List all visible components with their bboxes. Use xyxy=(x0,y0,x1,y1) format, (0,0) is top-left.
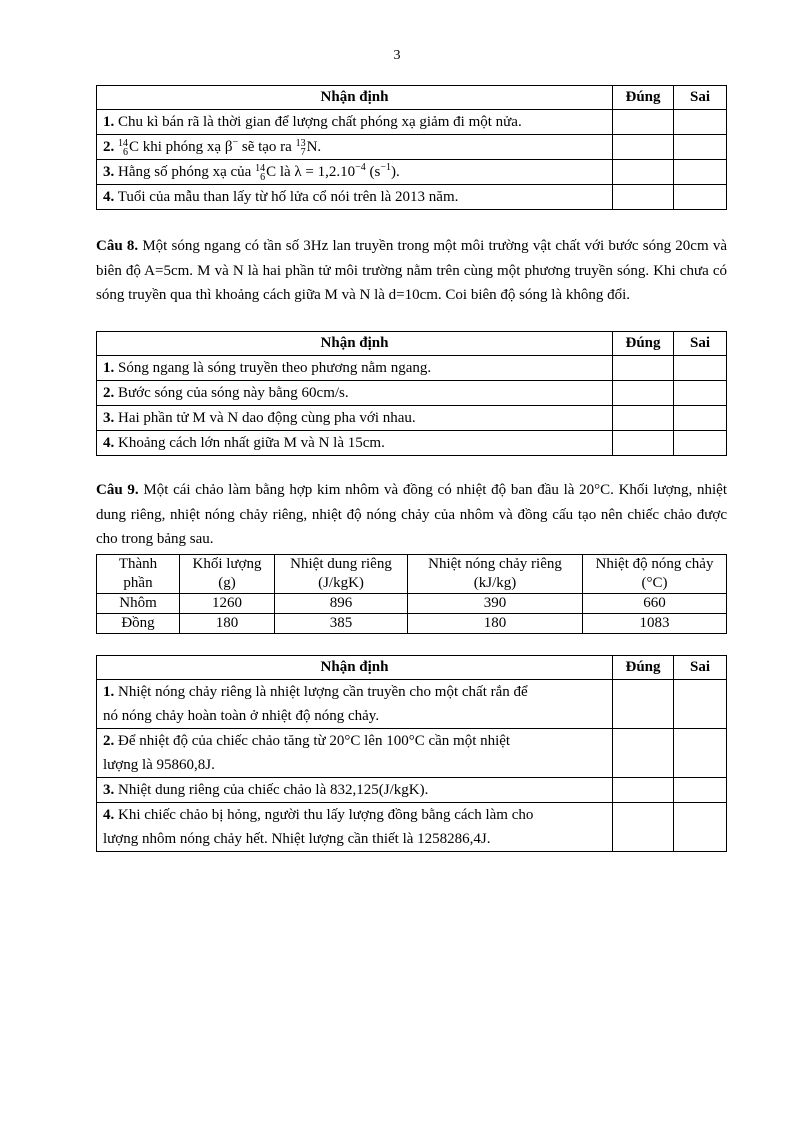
false-checkbox-cell[interactable] xyxy=(674,729,727,778)
statement-cell: 1. Nhiệt nóng chảy riêng là nhiệt lượng cần truyền cho một chất rắn để nó nóng chảy hoàn toàn ở nhiệt độ nóng chảy. xyxy=(97,680,613,729)
question-9 xyxy=(96,478,727,552)
header-statement: Nhận định xyxy=(97,86,613,110)
true-checkbox-cell[interactable] xyxy=(613,185,674,210)
header-false: Sai xyxy=(674,656,727,680)
true-checkbox-cell[interactable] xyxy=(613,110,674,135)
false-checkbox-cell[interactable] xyxy=(674,185,727,210)
table-row xyxy=(97,381,727,406)
header-true: Đúng xyxy=(613,332,674,356)
header-true: Đúng xyxy=(613,86,674,110)
true-checkbox-cell[interactable] xyxy=(613,406,674,431)
statement-cell xyxy=(97,185,613,210)
false-checkbox-cell[interactable] xyxy=(674,778,727,803)
true-checkbox-cell[interactable] xyxy=(613,356,674,381)
statement-cell: 1. Sóng ngang là sóng truyền theo phương nằm ngang. xyxy=(97,356,613,381)
false-checkbox-cell[interactable] xyxy=(674,110,727,135)
statement-number: 4. xyxy=(103,189,115,205)
isotope-c14: 14 6 xyxy=(255,162,266,183)
true-checkbox-cell[interactable] xyxy=(613,803,674,852)
judgement-table-2 xyxy=(96,331,727,456)
statement-cell: 2. Để nhiệt độ của chiếc chảo tăng từ 20°C lên 100°C cần một nhiệt lượng là 95860,8J. xyxy=(97,729,613,778)
statement-cell: 2. 14 6 C khi phóng xạ β− sẽ tạo ra 13 7 N. xyxy=(97,135,613,160)
statement-number: 2. xyxy=(103,139,115,155)
table-row xyxy=(97,778,727,803)
false-checkbox-cell[interactable] xyxy=(674,431,727,456)
table-cell: 1083 xyxy=(583,614,727,634)
statement-cell: 3. Hai phần tử M và N dao động cùng pha với nhau. xyxy=(97,406,613,431)
judgement-table-3 xyxy=(96,655,727,852)
judgement-table-1 xyxy=(96,85,727,210)
false-checkbox-cell[interactable] xyxy=(674,381,727,406)
statement-cell: 3. Hằng số phóng xạ của 14 6 C là $\lambda = 1,2.10^{-4}$ $(s^{-1})$. xyxy=(97,160,613,185)
question-label: Câu 8. xyxy=(96,238,139,254)
statement-text: Chu kì bán rã là thời gian để lượng chất phóng xạ giảm đi một nửa. xyxy=(118,114,522,130)
header-specific-heat: Nhiệt dung riêng (J/kgK) xyxy=(275,555,408,594)
false-checkbox-cell[interactable] xyxy=(674,356,727,381)
table-cell: 390 xyxy=(408,594,583,614)
true-checkbox-cell[interactable] xyxy=(613,160,674,185)
table-row xyxy=(97,356,727,381)
header-latent-heat: Nhiệt nóng chảy riêng (kJ/kg) xyxy=(408,555,583,594)
question-label: Câu 9. xyxy=(96,482,139,498)
false-checkbox-cell[interactable] xyxy=(674,406,727,431)
table-row xyxy=(97,160,727,185)
table-cell: 180 xyxy=(408,614,583,634)
page-number: 3 xyxy=(393,48,401,63)
header-mass: Khối lượng (g) xyxy=(180,555,275,594)
true-checkbox-cell[interactable] xyxy=(613,381,674,406)
true-checkbox-cell[interactable] xyxy=(613,778,674,803)
table-cell: Nhôm xyxy=(97,594,180,614)
statement-cell: 3. Nhiệt dung riêng của chiếc chảo là 832,125(J/kgK). xyxy=(97,778,613,803)
statement-text: C khi phóng xạ β xyxy=(129,139,233,155)
false-checkbox-cell[interactable] xyxy=(674,680,727,729)
table-header-row xyxy=(97,656,727,680)
table-row xyxy=(97,729,727,778)
isotope-c14: 14 6 xyxy=(118,137,128,158)
table-cell: 660 xyxy=(583,594,727,614)
statement-cell: 2. Bước sóng của sóng này bằng 60cm/s. xyxy=(97,381,613,406)
header-statement: Nhận định xyxy=(97,332,613,356)
table-cell: 180 xyxy=(180,614,275,634)
header-statement: Nhận định xyxy=(97,656,613,680)
header-melting-point: Nhiệt độ nóng chảy (°C) xyxy=(583,555,727,594)
false-checkbox-cell[interactable] xyxy=(674,803,727,852)
table-header-row xyxy=(97,555,727,594)
isotope-n13: 13 7 xyxy=(295,137,306,158)
statement-text: Hằng số phóng xạ của xyxy=(118,164,256,180)
true-checkbox-cell[interactable] xyxy=(613,729,674,778)
table-row xyxy=(97,431,727,456)
question-text: Một sóng ngang có tần số 3Hz lan truyền trong một môi trường vật chất với bước sóng 20cm và biên độ A=5cm. M và N là hai phần tử môi trường nằm trên cùng một phương truyền sóng. Khi chưa có sóng truyền qua thì khoảng cách giữa M và N là d=10cm. Coi biên độ sóng là không đổi. xyxy=(96,238,727,303)
false-checkbox-cell[interactable] xyxy=(674,135,727,160)
table-row xyxy=(97,594,727,614)
statement-cell: 4. Khoảng cách lớn nhất giữa M và N là 15cm. xyxy=(97,431,613,456)
true-checkbox-cell[interactable] xyxy=(613,431,674,456)
question-text: Một cái chảo làm bằng hợp kim nhôm và đồng có nhiệt độ ban đầu là 20°C. Khối lượng, nhiệt dung riêng, nhiệt nóng chảy riêng, nhiệt độ nóng chảy của nhôm và đồng cấu tạo nên chiếc chảo được cho trong bảng sau. xyxy=(96,482,727,547)
table-row xyxy=(97,406,727,431)
table-header-row xyxy=(97,86,727,110)
question-8 xyxy=(96,234,727,308)
table-row xyxy=(97,135,727,160)
table-header-row xyxy=(97,332,727,356)
statement-text: Tuổi của mẫu than lấy từ hố lửa cổ nói trên là 2013 năm. xyxy=(117,189,459,205)
header-component: Thành phần xyxy=(97,555,180,594)
true-checkbox-cell[interactable] xyxy=(613,135,674,160)
true-checkbox-cell[interactable] xyxy=(613,680,674,729)
table-row xyxy=(97,614,727,634)
table-cell: 1260 xyxy=(180,594,275,614)
table-cell: Đồng xyxy=(97,614,180,634)
table-cell: 896 xyxy=(275,594,408,614)
table-row xyxy=(97,110,727,135)
materials-table xyxy=(96,554,727,634)
statement-cell: 4. Khi chiếc chảo bị hỏng, người thu lấy lượng đồng bằng cách làm cho lượng nhôm nóng chảy hết. Nhiệt lượng cần thiết là 1258286,4J. xyxy=(97,803,613,852)
header-true: Đúng xyxy=(613,656,674,680)
table-row xyxy=(97,803,727,852)
header-false: Sai xyxy=(674,332,727,356)
statement-number: 1. xyxy=(103,114,115,130)
statement-number: 3. xyxy=(103,164,115,180)
table-cell: 385 xyxy=(275,614,408,634)
false-checkbox-cell[interactable] xyxy=(674,160,727,185)
table-row xyxy=(97,185,727,210)
statement-cell xyxy=(97,110,613,135)
header-false: Sai xyxy=(674,86,727,110)
table-row xyxy=(97,680,727,729)
